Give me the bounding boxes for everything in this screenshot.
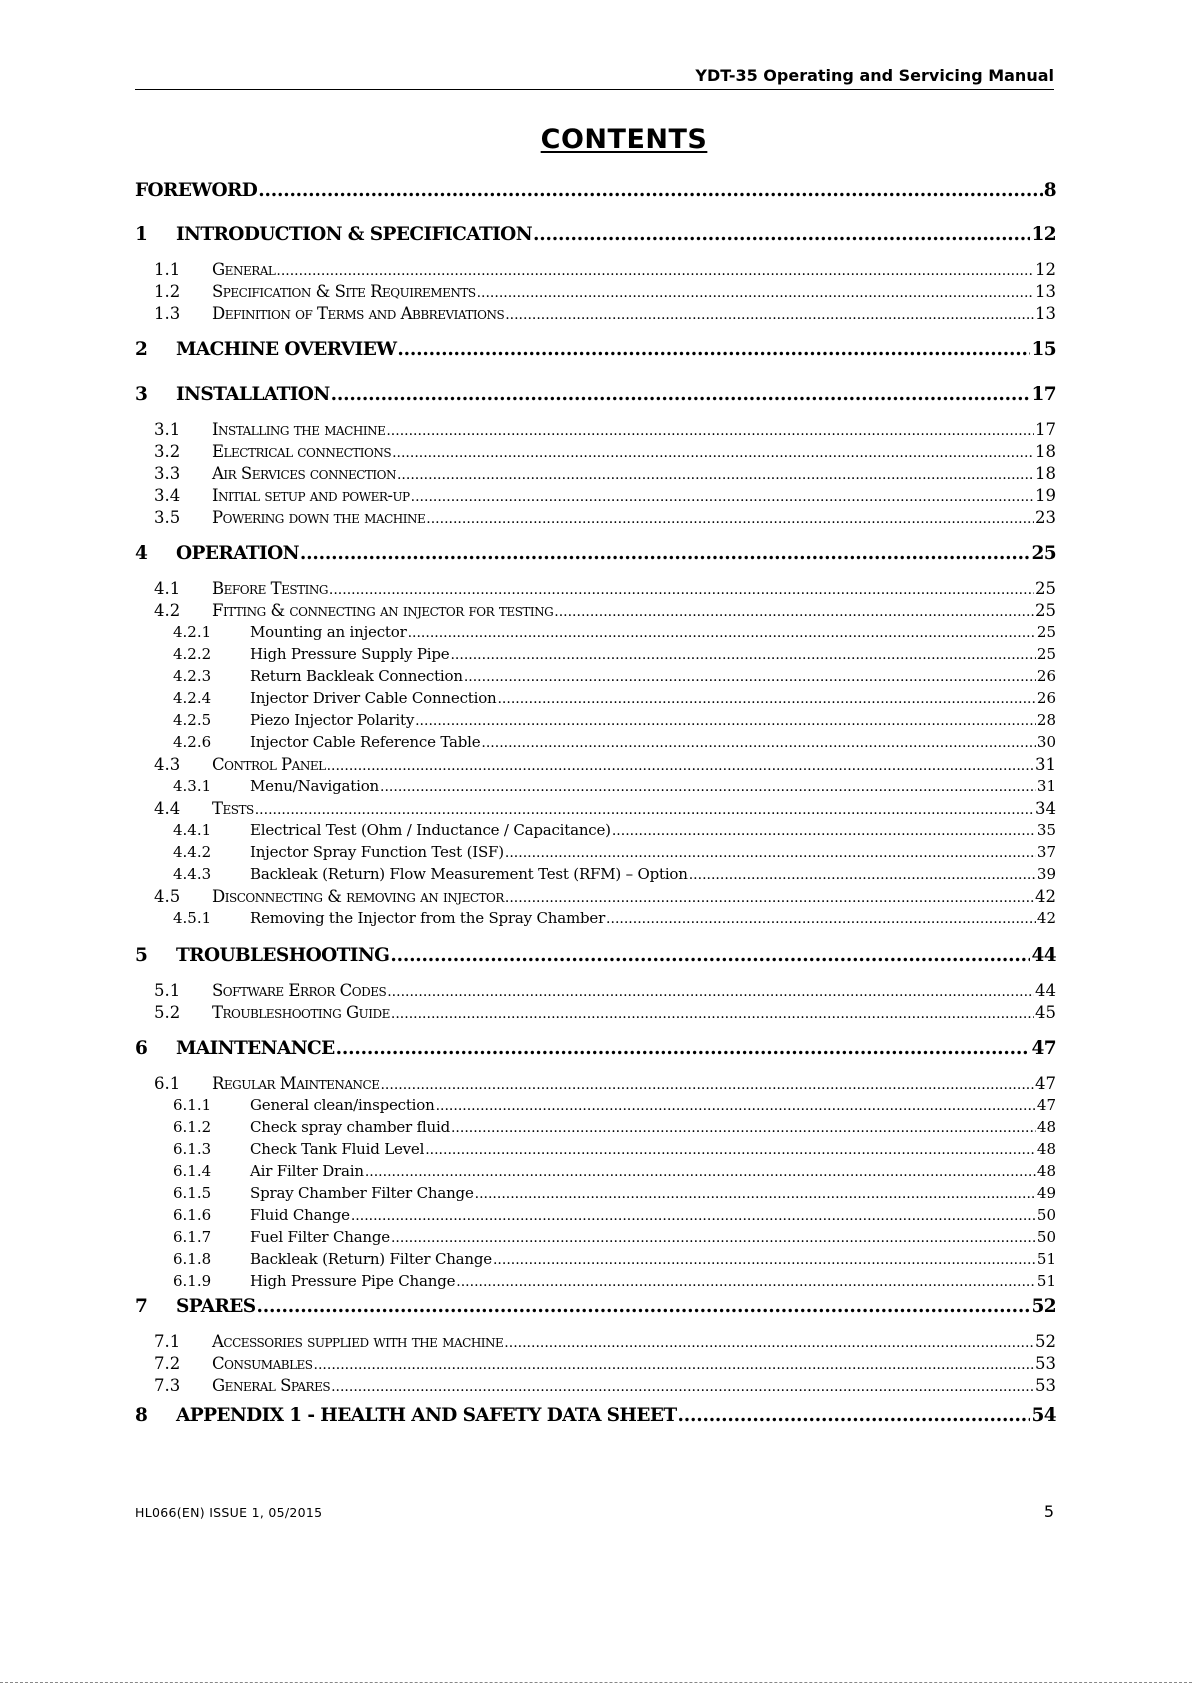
toc-dot-leader — [481, 735, 1036, 751]
toc-entry-page: 39 — [1036, 865, 1056, 883]
toc-entry-label: Mounting an injector — [250, 623, 407, 641]
toc-subsection-entry[interactable] — [135, 843, 1056, 861]
toc-entry-number: 7.2 — [154, 1354, 181, 1373]
toc-entry-label: Disconnecting & removing an injector — [212, 887, 504, 906]
toc-section-entry[interactable] — [135, 442, 1056, 461]
toc-entry-page: 54 — [1031, 1405, 1056, 1426]
toc-entry-page: 26 — [1036, 667, 1056, 685]
toc-entry-page: 51 — [1036, 1272, 1056, 1290]
toc-section-entry[interactable] — [135, 799, 1056, 818]
toc-section-entry[interactable] — [135, 486, 1056, 505]
toc-entry-page: 18 — [1035, 442, 1056, 461]
toc-dot-leader — [386, 423, 1034, 439]
toc-subsection-entry[interactable] — [135, 689, 1056, 707]
toc-entry-page: 35 — [1036, 821, 1056, 839]
toc-entry-page: 48 — [1036, 1140, 1056, 1158]
toc-entry-number: 1 — [135, 224, 148, 245]
toc-subsection-entry[interactable] — [135, 711, 1056, 729]
toc-entry-number: 7 — [135, 1296, 148, 1317]
toc-section-entry[interactable] — [135, 282, 1056, 301]
toc-entry-number: 5.1 — [154, 981, 181, 1000]
toc-dot-leader — [391, 1006, 1034, 1022]
toc-entry-label: Installing the machine — [212, 420, 386, 439]
toc-entry-page: 25 — [1036, 623, 1056, 641]
toc-entry-page: 25 — [1031, 543, 1056, 564]
toc-dot-leader — [300, 543, 1031, 564]
toc-entry-page: 31 — [1035, 755, 1056, 774]
toc-entry-page: 47 — [1035, 1074, 1056, 1093]
toc-entry-page: 26 — [1036, 689, 1056, 707]
toc-entry-number: 6.1.2 — [173, 1118, 212, 1136]
toc-entry-page: 42 — [1035, 887, 1056, 906]
toc-entry-page: 25 — [1036, 645, 1056, 663]
toc-entry-number: 3.3 — [154, 464, 181, 483]
toc-section-entry[interactable] — [135, 304, 1056, 323]
toc-subsection-entry[interactable] — [135, 1228, 1056, 1246]
toc-entry-page: 53 — [1035, 1354, 1056, 1373]
toc-dot-leader — [493, 1252, 1036, 1268]
toc-entry-number: 4.4.1 — [173, 821, 212, 839]
toc-entry-number: 7.3 — [154, 1376, 181, 1395]
toc-entry-page: 31 — [1036, 777, 1056, 795]
toc-entry-number: 8 — [135, 1405, 148, 1426]
toc-entry-page: 19 — [1035, 486, 1056, 505]
toc-chapter-entry[interactable] — [135, 543, 1056, 564]
toc-entry-number: 6 — [135, 1038, 148, 1059]
toc-dot-leader — [397, 339, 1030, 360]
toc-section-entry[interactable] — [135, 1074, 1056, 1093]
toc-entry-label: Electrical Test (Ohm / Inductance / Capacitance) — [250, 821, 611, 839]
toc-entry-number: 6.1.5 — [173, 1184, 212, 1202]
toc-entry-number: 2 — [135, 339, 148, 360]
toc-entry-label: APPENDIX 1 - HEALTH AND SAFETY DATA SHEET — [176, 1405, 677, 1426]
toc-dot-leader — [380, 1077, 1034, 1093]
toc-entry-page: 44 — [1031, 945, 1056, 966]
toc-dot-leader — [415, 713, 1036, 729]
toc-entry-label: General clean/inspection — [250, 1096, 435, 1114]
toc-dot-leader — [380, 779, 1036, 795]
toc-section-entry[interactable] — [135, 1003, 1056, 1022]
toc-entry-label: Initial setup and power-up — [212, 486, 410, 505]
toc-entry-label: Troubleshooting Guide — [212, 1003, 390, 1022]
toc-entry-number: 1.3 — [154, 304, 181, 323]
toc-dot-leader — [477, 285, 1034, 301]
toc-entry-page: 44 — [1035, 981, 1056, 1000]
toc-dot-leader — [314, 1357, 1034, 1373]
toc-subsection-entry[interactable] — [135, 733, 1056, 751]
toc-entry-page: 12 — [1035, 260, 1056, 279]
toc-entry-label: Check spray chamber fluid — [250, 1118, 450, 1136]
toc-chapter-entry[interactable] — [135, 384, 1056, 405]
toc-dot-leader — [606, 911, 1036, 927]
toc-dot-leader — [258, 180, 1042, 201]
toc-dot-leader — [365, 1164, 1036, 1180]
toc-entry-number: 6.1.8 — [173, 1250, 212, 1268]
toc-entry-page: 50 — [1036, 1228, 1056, 1246]
toc-entry-label: TROUBLESHOOTING — [176, 945, 390, 966]
toc-entry-number: 4.2.3 — [173, 667, 212, 685]
toc-chapter-entry[interactable] — [135, 339, 1056, 360]
toc-dot-leader — [331, 384, 1031, 405]
toc-entry-label: Powering down the machine — [212, 508, 426, 527]
toc-chapter-entry[interactable] — [135, 1405, 1056, 1426]
toc-entry-number: 3.4 — [154, 486, 181, 505]
footer-page-number: 5 — [1043, 1502, 1054, 1521]
toc-subsection-entry[interactable] — [135, 821, 1056, 839]
toc-section-entry[interactable] — [135, 420, 1056, 439]
toc-entry-label: High Pressure Pipe Change — [250, 1272, 456, 1290]
toc-entry-number: 6.1.6 — [173, 1206, 212, 1224]
toc-entry-number: 6.1 — [154, 1074, 181, 1093]
toc-dot-leader — [497, 691, 1035, 707]
toc-entry-number: 4.4 — [154, 799, 181, 818]
toc-dot-leader — [327, 758, 1034, 774]
toc-subsection-entry[interactable] — [135, 623, 1056, 641]
toc-entry-page: 13 — [1035, 282, 1056, 301]
toc-dot-leader — [392, 445, 1034, 461]
toc-entry-number: 4.2.1 — [173, 623, 212, 641]
toc-entry-page: 12 — [1031, 224, 1056, 245]
toc-section-entry[interactable] — [135, 260, 1056, 279]
toc-entry-page: 13 — [1035, 304, 1056, 323]
toc-entry-page: 47 — [1031, 1038, 1056, 1059]
toc-dot-leader — [451, 1120, 1036, 1136]
toc-entry-page: 15 — [1031, 339, 1056, 360]
toc-entry-page: 45 — [1035, 1003, 1056, 1022]
toc-entry-number: 1.1 — [154, 260, 181, 279]
toc-subsection-entry[interactable] — [135, 1272, 1056, 1290]
toc-section-entry[interactable] — [135, 601, 1056, 620]
toc-entry-page: 37 — [1036, 843, 1056, 861]
toc-section-entry[interactable] — [135, 579, 1056, 598]
toc-entry-number: 4.5 — [154, 887, 181, 906]
toc-entry-number: 3.1 — [154, 420, 181, 439]
toc-dot-leader — [255, 802, 1034, 818]
toc-entry-label: Piezo Injector Polarity — [250, 711, 415, 729]
toc-dot-leader — [387, 984, 1034, 1000]
toc-dot-leader — [276, 263, 1034, 279]
toc-chapter-entry[interactable] — [135, 1038, 1056, 1059]
toc-entry-page: 30 — [1036, 733, 1056, 751]
toc-entry-number: 6.1.7 — [173, 1228, 212, 1246]
toc-entry-label: Air Filter Drain — [250, 1162, 364, 1180]
page-title: CONTENTS — [540, 124, 708, 155]
toc-dot-leader — [554, 604, 1034, 620]
toc-entry-number: 3.2 — [154, 442, 181, 461]
toc-entry-page: 17 — [1031, 384, 1056, 405]
toc-subsection-entry[interactable] — [135, 667, 1056, 685]
toc-dot-leader — [505, 845, 1036, 861]
toc-entry-label: Injector Driver Cable Connection — [250, 689, 497, 707]
toc-entry-page: 52 — [1035, 1332, 1056, 1351]
toc-entry-number: 4.2.6 — [173, 733, 212, 751]
toc-entry-label: Accessories supplied with the machine — [212, 1332, 504, 1351]
toc-entry-label: FOREWORD — [135, 180, 258, 201]
toc-entry-label: Fluid Change — [250, 1206, 350, 1224]
toc-entry-number: 3.5 — [154, 508, 181, 527]
toc-section-entry[interactable] — [135, 1354, 1056, 1373]
toc-entry-label: SPARES — [176, 1296, 256, 1317]
toc-subsection-entry[interactable] — [135, 1206, 1056, 1224]
toc-dot-leader — [426, 511, 1034, 527]
toc-dot-leader — [329, 582, 1034, 598]
toc-chapter-entry[interactable] — [135, 1296, 1056, 1317]
toc-dot-leader — [425, 1142, 1036, 1158]
toc-entry-number: 4.2 — [154, 601, 181, 620]
toc-entry-page: 25 — [1035, 579, 1056, 598]
toc-dot-leader — [464, 669, 1036, 685]
toc-entry-label: Electrical connections — [212, 442, 392, 461]
toc-entry-label: MACHINE OVERVIEW — [176, 339, 397, 360]
toc-chapter-entry[interactable] — [135, 180, 1056, 201]
toc-subsection-entry[interactable] — [135, 777, 1056, 795]
toc-dot-leader — [436, 1098, 1036, 1114]
toc-entry-label: Tests — [212, 799, 254, 818]
toc-dot-leader — [456, 1274, 1036, 1290]
toc-section-entry[interactable] — [135, 508, 1056, 527]
toc-dot-leader — [677, 1405, 1030, 1426]
toc-entry-number: 6.1.3 — [173, 1140, 212, 1158]
toc-entry-label: Fitting & connecting an injector for testing — [212, 601, 554, 620]
toc-entry-number: 4.3 — [154, 755, 181, 774]
toc-entry-label: Backleak (Return) Flow Measurement Test (RFM) – Option — [250, 865, 688, 883]
toc-entry-label: General Spares — [212, 1376, 331, 1395]
toc-entry-number: 4.1 — [154, 579, 181, 598]
footer-doc-code: HL066(EN) ISSUE 1, 05/2015 — [135, 1505, 323, 1520]
toc-subsection-entry[interactable] — [135, 1140, 1056, 1158]
toc-subsection-entry[interactable] — [135, 1096, 1056, 1114]
toc-entry-page: 51 — [1036, 1250, 1056, 1268]
toc-entry-number: 6.1.1 — [173, 1096, 212, 1114]
toc-entry-label: Check Tank Fluid Level — [250, 1140, 425, 1158]
toc-entry-page: 18 — [1035, 464, 1056, 483]
toc-subsection-entry[interactable] — [135, 1162, 1056, 1180]
toc-dot-leader — [689, 867, 1036, 883]
toc-section-entry[interactable] — [135, 1332, 1056, 1351]
toc-entry-label: Backleak (Return) Filter Change — [250, 1250, 492, 1268]
toc-entry-label: Return Backleak Connection — [250, 667, 463, 685]
toc-entry-label: Injector Cable Reference Table — [250, 733, 481, 751]
toc-entry-label: Consumables — [212, 1354, 313, 1373]
toc-dot-leader — [475, 1186, 1036, 1202]
toc-entry-number: 5 — [135, 945, 148, 966]
toc-entry-number: 5.2 — [154, 1003, 181, 1022]
toc-dot-leader — [533, 224, 1030, 245]
toc-subsection-entry[interactable] — [135, 1118, 1056, 1136]
toc-chapter-entry[interactable] — [135, 224, 1056, 245]
toc-entry-label: Control Panel — [212, 755, 326, 774]
toc-dot-leader — [397, 467, 1034, 483]
toc-dot-leader — [336, 1038, 1031, 1059]
toc-entry-page: 53 — [1035, 1376, 1056, 1395]
toc-section-entry[interactable] — [135, 464, 1056, 483]
toc-subsection-entry[interactable] — [135, 909, 1056, 927]
toc-entry-label: Software Error Codes — [212, 981, 387, 1000]
toc-dot-leader — [408, 625, 1036, 641]
toc-entry-page: 23 — [1035, 508, 1056, 527]
toc-dot-leader — [505, 307, 1034, 323]
toc-entry-label: High Pressure Supply Pipe — [250, 645, 450, 663]
toc-entry-number: 3 — [135, 384, 148, 405]
toc-entry-page: 17 — [1035, 420, 1056, 439]
toc-dot-leader — [391, 1230, 1036, 1246]
toc-subsection-entry[interactable] — [135, 645, 1056, 663]
toc-entry-label: Menu/Navigation — [250, 777, 380, 795]
toc-entry-number: 4.2.5 — [173, 711, 212, 729]
toc-entry-number: 4.3.1 — [173, 777, 212, 795]
toc-entry-number: 4.4.2 — [173, 843, 212, 861]
toc-dot-leader — [257, 1296, 1031, 1317]
toc-entry-page: 52 — [1031, 1296, 1056, 1317]
toc-entry-label: Injector Spray Function Test (ISF) — [250, 843, 504, 861]
toc-entry-label: General — [212, 260, 276, 279]
toc-entry-page: 42 — [1036, 909, 1056, 927]
toc-dot-leader — [351, 1208, 1036, 1224]
toc-section-entry[interactable] — [135, 981, 1056, 1000]
toc-entry-number: 1.2 — [154, 282, 181, 301]
toc-entry-label: Spray Chamber Filter Change — [250, 1184, 474, 1202]
toc-subsection-entry[interactable] — [135, 1250, 1056, 1268]
toc-dot-leader — [504, 1335, 1034, 1351]
toc-entry-label: Fuel Filter Change — [250, 1228, 390, 1246]
toc-section-entry[interactable] — [135, 887, 1056, 906]
toc-entry-page: 8 — [1043, 180, 1056, 201]
toc-entry-number: 4 — [135, 543, 148, 564]
toc-entry-label: Before Testing — [212, 579, 328, 598]
toc-entry-label: Removing the Injector from the Spray Chamber — [250, 909, 606, 927]
toc-entry-label: Specification & Site Requirements — [212, 282, 476, 301]
toc-dot-leader — [411, 489, 1034, 505]
toc-entry-number: 4.4.3 — [173, 865, 212, 883]
toc-section-entry[interactable] — [135, 755, 1056, 774]
toc-entry-number: 6.1.4 — [173, 1162, 212, 1180]
toc-subsection-entry[interactable] — [135, 865, 1056, 883]
toc-entry-page: 48 — [1036, 1118, 1056, 1136]
toc-entry-label: Regular Maintenance — [212, 1074, 380, 1093]
running-header: YDT-35 Operating and Servicing Manual — [135, 66, 1054, 90]
toc-entry-page: 48 — [1036, 1162, 1056, 1180]
toc-entry-number: 4.2.2 — [173, 645, 212, 663]
toc-entry-label: Definition of Terms and Abbreviations — [212, 304, 505, 323]
toc-dot-leader — [612, 823, 1036, 839]
toc-entry-page: 34 — [1035, 799, 1056, 818]
toc-section-entry[interactable] — [135, 1376, 1056, 1395]
toc-dot-leader — [390, 945, 1030, 966]
toc-entry-page: 49 — [1036, 1184, 1056, 1202]
toc-entry-page: 50 — [1036, 1206, 1056, 1224]
toc-entry-number: 4.2.4 — [173, 689, 212, 707]
page-edge-divider — [0, 1682, 1192, 1683]
toc-chapter-entry[interactable] — [135, 945, 1056, 966]
toc-entry-label: INTRODUCTION & SPECIFICATION — [176, 224, 533, 245]
toc-entry-label: OPERATION — [176, 543, 299, 564]
toc-dot-leader — [450, 647, 1035, 663]
toc-entry-page: 28 — [1036, 711, 1056, 729]
toc-entry-number: 7.1 — [154, 1332, 181, 1351]
toc-entry-page: 25 — [1035, 601, 1056, 620]
toc-entry-label: INSTALLATION — [176, 384, 330, 405]
toc-entry-label: Air Services connection — [212, 464, 396, 483]
toc-subsection-entry[interactable] — [135, 1184, 1056, 1202]
toc-entry-number: 6.1.9 — [173, 1272, 212, 1290]
toc-entry-page: 47 — [1036, 1096, 1056, 1114]
toc-entry-number: 4.5.1 — [173, 909, 212, 927]
toc-dot-leader — [505, 890, 1034, 906]
toc-entry-label: MAINTENANCE — [176, 1038, 335, 1059]
toc-dot-leader — [331, 1379, 1034, 1395]
